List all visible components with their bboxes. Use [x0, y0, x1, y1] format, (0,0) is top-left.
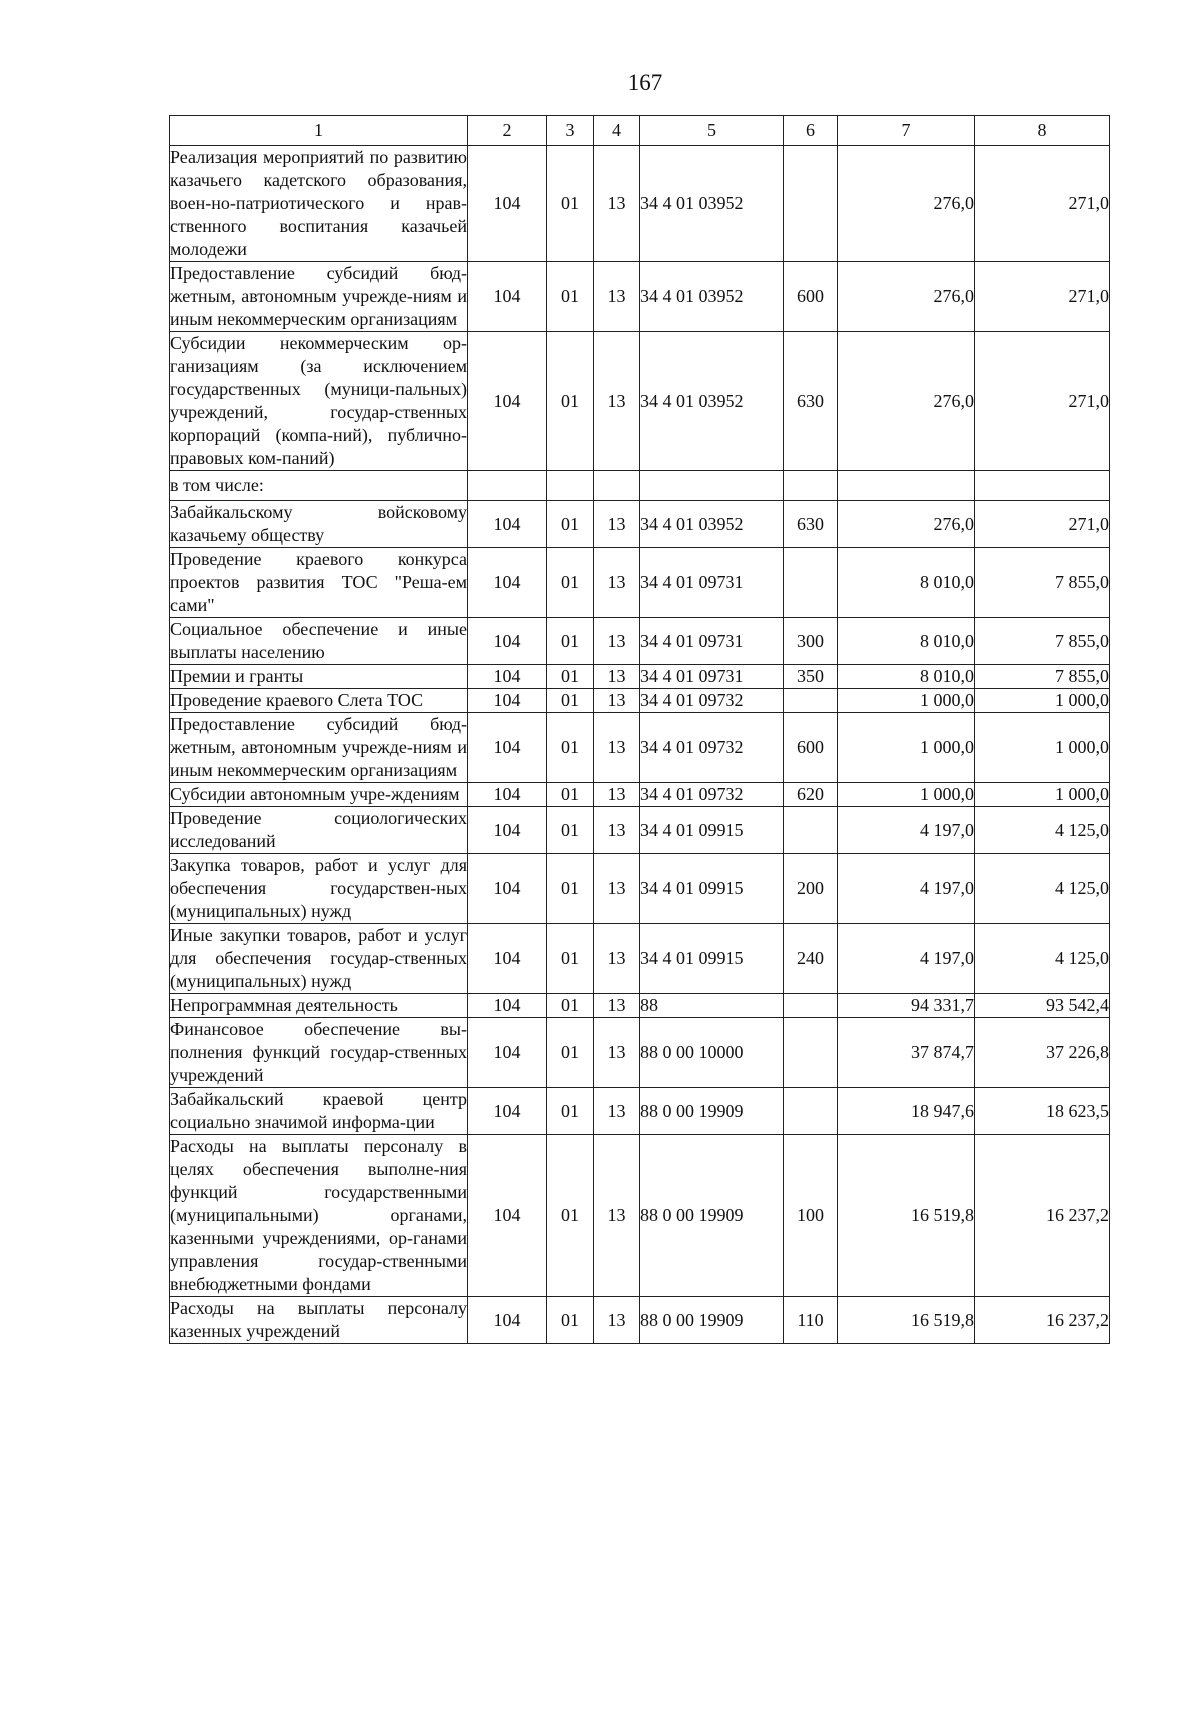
subsection-code: 13 [594, 689, 640, 713]
amount-col7: 37 874,7 [838, 1018, 975, 1088]
section-code: 01 [547, 1018, 594, 1088]
expense-type-code [784, 689, 838, 713]
expense-type-code: 620 [784, 783, 838, 807]
section-code: 01 [547, 146, 594, 262]
amount-col7: 1 000,0 [838, 783, 975, 807]
amount-col7: 16 519,8 [838, 1135, 975, 1297]
amount-col8: 271,0 [975, 332, 1110, 471]
item-name: Забайкальский краевой центр социально значимой информа-ции [170, 1088, 468, 1135]
table-row [170, 332, 1110, 471]
section-code: 01 [547, 501, 594, 548]
target-article-code [640, 471, 784, 501]
item-name: Расходы на выплаты персоналу казенных учреждений [170, 1297, 468, 1344]
ministry-code: 104 [468, 1088, 547, 1135]
section-code: 01 [547, 262, 594, 332]
section-code: 01 [547, 548, 594, 618]
table-row [170, 146, 1110, 262]
section-code: 01 [547, 783, 594, 807]
amount-col7: 94 331,7 [838, 994, 975, 1018]
subsection-code: 13 [594, 994, 640, 1018]
target-article-code: 34 4 01 09915 [640, 807, 784, 854]
ministry-code: 104 [468, 1018, 547, 1088]
target-article-code: 34 4 01 09732 [640, 783, 784, 807]
subsection-code: 13 [594, 1018, 640, 1088]
amount-col8: 93 542,4 [975, 994, 1110, 1018]
amount-col8: 7 855,0 [975, 618, 1110, 665]
amount-col8: 18 623,5 [975, 1088, 1110, 1135]
table-row [170, 618, 1110, 665]
table-row [170, 783, 1110, 807]
subsection-code [594, 471, 640, 501]
target-article-code: 34 4 01 09732 [640, 713, 784, 783]
item-name: Проведение краевого Слета ТОС [170, 689, 468, 713]
section-code: 01 [547, 994, 594, 1018]
amount-col8: 16 237,2 [975, 1135, 1110, 1297]
item-name: Проведение социологических исследований [170, 807, 468, 854]
subsection-code: 13 [594, 262, 640, 332]
amount-col8: 7 855,0 [975, 548, 1110, 618]
subsection-code: 13 [594, 332, 640, 471]
subsection-code: 13 [594, 665, 640, 689]
ministry-code: 104 [468, 1135, 547, 1297]
target-article-code: 88 0 00 19909 [640, 1135, 784, 1297]
target-article-code: 34 4 01 03952 [640, 501, 784, 548]
amount-col8: 271,0 [975, 501, 1110, 548]
item-name: Финансовое обеспечение вы-полнения функций государ-ственных учреждений [170, 1018, 468, 1088]
ministry-code: 104 [468, 713, 547, 783]
ministry-code: 104 [468, 618, 547, 665]
amount-col7: 276,0 [838, 332, 975, 471]
section-code: 01 [547, 807, 594, 854]
table-header-row [170, 116, 1110, 146]
ministry-code: 104 [468, 332, 547, 471]
amount-col7: 1 000,0 [838, 689, 975, 713]
ministry-code: 104 [468, 689, 547, 713]
table-row [170, 262, 1110, 332]
item-name: Субсидии некоммерческим ор-ганизациям (за исключением государственных (муници-пальных) учреждений, государ-ственных корпораций (компа-ний), публично-правовых ком-паний) [170, 332, 468, 471]
amount-col7: 8 010,0 [838, 548, 975, 618]
expense-type-code: 350 [784, 665, 838, 689]
target-article-code: 34 4 01 09915 [640, 924, 784, 994]
column-header: 3 [547, 116, 594, 146]
section-code: 01 [547, 924, 594, 994]
section-code: 01 [547, 1088, 594, 1135]
ministry-code: 104 [468, 854, 547, 924]
target-article-code: 88 0 00 19909 [640, 1088, 784, 1135]
amount-col8: 1 000,0 [975, 689, 1110, 713]
ministry-code: 104 [468, 807, 547, 854]
amount-col8: 4 125,0 [975, 924, 1110, 994]
section-code: 01 [547, 1297, 594, 1344]
item-name: Закупка товаров, работ и услуг для обеспечения государствен-ных (муниципальных) нужд [170, 854, 468, 924]
budget-table [169, 115, 1110, 1344]
expense-type-code: 240 [784, 924, 838, 994]
ministry-code: 104 [468, 1297, 547, 1344]
column-header: 4 [594, 116, 640, 146]
item-name: Социальное обеспечение и иные выплаты населению [170, 618, 468, 665]
item-name: Иные закупки товаров, работ и услуг для обеспечения государ-ственных (муниципальных) нужд [170, 924, 468, 994]
column-header: 7 [838, 116, 975, 146]
subsection-code: 13 [594, 1088, 640, 1135]
table-row [170, 924, 1110, 994]
table-row [170, 1088, 1110, 1135]
expense-type-code: 600 [784, 262, 838, 332]
amount-col7: 8 010,0 [838, 665, 975, 689]
amount-col8: 16 237,2 [975, 1297, 1110, 1344]
ministry-code: 104 [468, 501, 547, 548]
ministry-code: 104 [468, 262, 547, 332]
target-article-code: 88 0 00 10000 [640, 1018, 784, 1088]
table-row [170, 548, 1110, 618]
table-row [170, 501, 1110, 548]
target-article-code: 34 4 01 09731 [640, 618, 784, 665]
column-header: 1 [170, 116, 468, 146]
target-article-code: 88 0 00 19909 [640, 1297, 784, 1344]
target-article-code: 88 [640, 994, 784, 1018]
expense-type-code: 110 [784, 1297, 838, 1344]
ministry-code: 104 [468, 665, 547, 689]
section-code: 01 [547, 618, 594, 665]
expense-type-code: 100 [784, 1135, 838, 1297]
expense-type-code: 600 [784, 713, 838, 783]
section-code: 01 [547, 854, 594, 924]
ministry-code: 104 [468, 548, 547, 618]
expense-type-code [784, 1088, 838, 1135]
column-header: 5 [640, 116, 784, 146]
amount-col7: 4 197,0 [838, 854, 975, 924]
item-name: Расходы на выплаты персоналу в целях обеспечения выполне-ния функций государственными (муниципальными) органами, казенными учреждениями, ор-ганами управления государ-ственными внебюджетными фондами [170, 1135, 468, 1297]
amount-col8: 271,0 [975, 146, 1110, 262]
table-row [170, 665, 1110, 689]
expense-type-code [784, 146, 838, 262]
table-row [170, 994, 1110, 1018]
expense-type-code: 630 [784, 332, 838, 471]
table-row [170, 689, 1110, 713]
amount-col8: 37 226,8 [975, 1018, 1110, 1088]
section-code: 01 [547, 1135, 594, 1297]
ministry-code [468, 471, 547, 501]
section-code: 01 [547, 713, 594, 783]
column-header: 6 [784, 116, 838, 146]
target-article-code: 34 4 01 03952 [640, 262, 784, 332]
amount-col8: 271,0 [975, 262, 1110, 332]
section-code: 01 [547, 689, 594, 713]
table-row [170, 713, 1110, 783]
ministry-code: 104 [468, 146, 547, 262]
amount-col7: 16 519,8 [838, 1297, 975, 1344]
item-name: Предоставление субсидий бюд-жетным, автономным учрежде-ниям и иным некоммерческим организациям [170, 262, 468, 332]
column-header: 2 [468, 116, 547, 146]
target-article-code: 34 4 01 09915 [640, 854, 784, 924]
item-name: Субсидии автономным учре-ждениям [170, 783, 468, 807]
table-row [170, 854, 1110, 924]
target-article-code: 34 4 01 09732 [640, 689, 784, 713]
amount-col7 [838, 471, 975, 501]
amount-col7: 4 197,0 [838, 807, 975, 854]
subsection-code: 13 [594, 807, 640, 854]
subsection-code: 13 [594, 783, 640, 807]
column-header: 8 [975, 116, 1110, 146]
section-code: 01 [547, 332, 594, 471]
amount-col7: 4 197,0 [838, 924, 975, 994]
subsection-code: 13 [594, 1297, 640, 1344]
amount-col7: 1 000,0 [838, 713, 975, 783]
amount-col7: 276,0 [838, 146, 975, 262]
subsection-code: 13 [594, 548, 640, 618]
item-name: Проведение краевого конкурса проектов развития ТОС "Реша-ем сами" [170, 548, 468, 618]
amount-col8: 4 125,0 [975, 807, 1110, 854]
target-article-code: 34 4 01 03952 [640, 332, 784, 471]
expense-type-code [784, 994, 838, 1018]
target-article-code: 34 4 01 09731 [640, 548, 784, 618]
amount-col8: 1 000,0 [975, 713, 1110, 783]
subsection-code: 13 [594, 146, 640, 262]
amount-col8: 7 855,0 [975, 665, 1110, 689]
ministry-code: 104 [468, 994, 547, 1018]
table-row [170, 1018, 1110, 1088]
item-name: Реализация мероприятий по развитию казачьего кадетского образования, воен-но-патриотического и нрав-ственного воспитания казачьей молодежи [170, 146, 468, 262]
subsection-code: 13 [594, 854, 640, 924]
amount-col7: 276,0 [838, 501, 975, 548]
amount-col7: 8 010,0 [838, 618, 975, 665]
page-number: 167 [627, 70, 663, 95]
item-name: Премии и гранты [170, 665, 468, 689]
expense-type-code: 300 [784, 618, 838, 665]
subsection-code: 13 [594, 501, 640, 548]
expense-type-code: 200 [784, 854, 838, 924]
item-name: Предоставление субсидий бюд-жетным, автономным учрежде-ниям и иным некоммерческим организациям [170, 713, 468, 783]
section-code: 01 [547, 665, 594, 689]
expense-type-code [784, 471, 838, 501]
amount-col8 [975, 471, 1110, 501]
subsection-code: 13 [594, 1135, 640, 1297]
subsection-code: 13 [594, 618, 640, 665]
target-article-code: 34 4 01 03952 [640, 146, 784, 262]
amount-col7: 18 947,6 [838, 1088, 975, 1135]
table-row [170, 1297, 1110, 1344]
expense-type-code [784, 807, 838, 854]
expense-type-code: 630 [784, 501, 838, 548]
expense-type-code [784, 1018, 838, 1088]
table-row [170, 471, 1110, 501]
subsection-code: 13 [594, 924, 640, 994]
ministry-code: 104 [468, 783, 547, 807]
item-name: Непрограммная деятельность [170, 994, 468, 1018]
item-name: в том числе: [170, 471, 468, 501]
amount-col7: 276,0 [838, 262, 975, 332]
expense-type-code [784, 548, 838, 618]
table-row [170, 807, 1110, 854]
amount-col8: 4 125,0 [975, 854, 1110, 924]
ministry-code: 104 [468, 924, 547, 994]
item-name: Забайкальскому войсковому казачьему обществу [170, 501, 468, 548]
target-article-code: 34 4 01 09731 [640, 665, 784, 689]
subsection-code: 13 [594, 713, 640, 783]
amount-col8: 1 000,0 [975, 783, 1110, 807]
section-code [547, 471, 594, 501]
table-row [170, 1135, 1110, 1297]
